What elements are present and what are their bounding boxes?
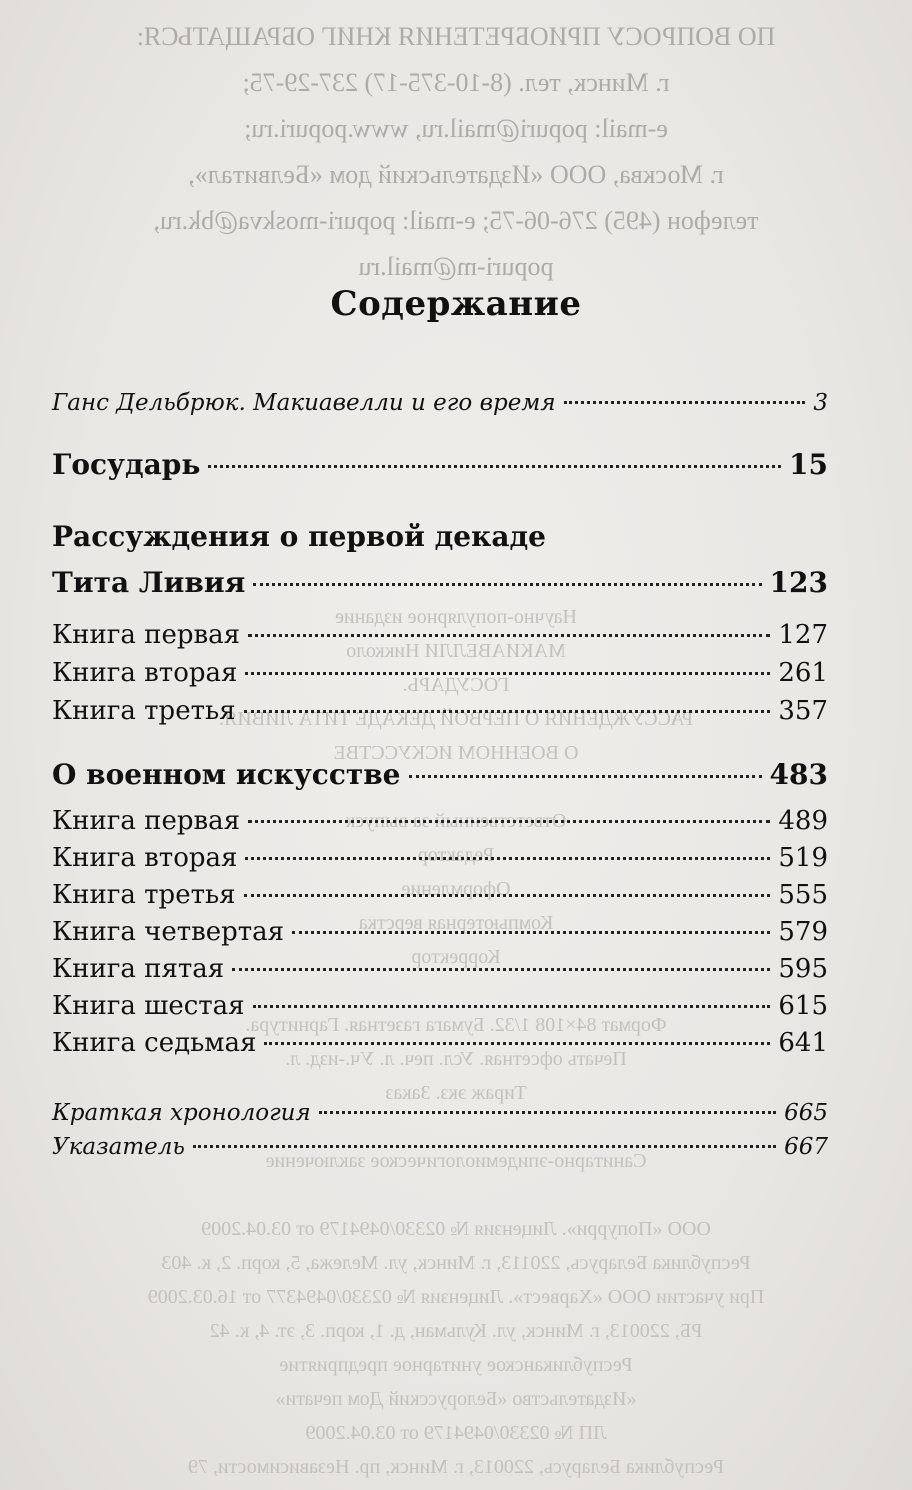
toc-entry-label: Книга третья bbox=[52, 880, 236, 910]
toc-entry bbox=[52, 758, 828, 791]
dot-leader bbox=[193, 1145, 776, 1148]
dot-leader bbox=[248, 634, 770, 637]
bleed-line: РАССУЖДЕНИЯ О ПЕРВОЙ ДЕКАДЕ ТИТА ЛИВИЯ. bbox=[219, 708, 694, 730]
bleed-line: Республика Беларусь, 220013, г. Минск, пр. Независимости, 79 bbox=[187, 1456, 725, 1478]
dot-leader bbox=[253, 1005, 771, 1008]
bleed-line: Республика Беларусь, 220113, г. Минск, ул. Мележа, 5, корп. 2, к. 403 bbox=[161, 1252, 751, 1274]
toc-entry-label: Книга седьмая bbox=[52, 1028, 257, 1058]
toc-entry bbox=[52, 1134, 828, 1160]
toc-entry bbox=[52, 448, 828, 481]
toc-entry-page: 357 bbox=[778, 696, 828, 726]
bleed-line: Формат 84×108 1/32. Бумага газетная. Гарнитура. bbox=[245, 1014, 667, 1036]
toc-entry bbox=[52, 880, 828, 910]
toc-entry-page: 595 bbox=[778, 954, 828, 984]
bleed-line: ООО «Попурри». Лицензия № 02330/0494179 от 03.04.2009 bbox=[201, 1218, 711, 1240]
toc-section-heading: Рассуждения о первой декаде bbox=[52, 520, 546, 553]
bleed-line: телефон (495) 276-06-75; e-mail: popuri-moskva@bk.ru, bbox=[153, 206, 759, 235]
toc-entry-label: Книга вторая bbox=[52, 658, 238, 688]
dot-leader bbox=[208, 465, 781, 468]
toc-entry-page: 667 bbox=[784, 1134, 828, 1160]
toc-entry-page: 555 bbox=[778, 880, 828, 910]
toc-entry bbox=[52, 954, 828, 984]
toc-entry-label: Тита Ливия bbox=[52, 566, 246, 599]
toc-entry-page: 127 bbox=[778, 620, 828, 650]
toc-entry-label: Книга четвертая bbox=[52, 917, 285, 947]
bleed-line: Оформление bbox=[401, 878, 511, 900]
bleed-line: г. Москва, ООО «Издательский дом «Белвитал», bbox=[188, 160, 724, 189]
bleed-line: Тираж экз. Заказ bbox=[385, 1082, 527, 1104]
bleed-line: ПО ВОПРОСУ ПРИОБРЕТЕНИЯ КНИГ ОБРАЩАТЬСЯ: bbox=[136, 22, 776, 51]
dot-leader bbox=[264, 1042, 770, 1045]
toc-entry-page: 15 bbox=[789, 448, 828, 481]
dot-leader bbox=[253, 583, 761, 586]
toc-entry-label: О военном искусстве bbox=[52, 758, 401, 791]
toc-entry bbox=[52, 1028, 828, 1058]
dot-leader bbox=[564, 401, 806, 404]
bleed-line: «Издательство «Белорусский Дом печати» bbox=[275, 1388, 637, 1410]
toc-entry bbox=[52, 917, 828, 947]
toc-entry-label: Ганс Дельбрюк. Макиавелли и его время bbox=[52, 390, 556, 416]
toc-entry-page: 261 bbox=[778, 658, 828, 688]
dot-leader bbox=[245, 857, 770, 860]
toc-entry-label: Краткая хронология bbox=[52, 1100, 311, 1126]
toc-entry-label: Указатель bbox=[52, 1134, 185, 1160]
bleed-line: Редактор bbox=[417, 844, 495, 866]
toc-entry bbox=[52, 566, 828, 599]
bleed-line: ГОСУДАРЬ. bbox=[402, 674, 510, 696]
bleed-line: e-mail: popuri@mail.ru, www.popuri.ru; bbox=[244, 114, 668, 143]
toc-entry bbox=[52, 1100, 828, 1126]
toc-entry-page: 615 bbox=[778, 991, 828, 1021]
bleed-line: ЛП № 02330/0494179 от 03.04.2009 bbox=[305, 1422, 607, 1444]
dot-leader bbox=[319, 1111, 776, 1114]
bleed-line: Научно-популярное издание bbox=[335, 606, 577, 628]
bleed-line: РБ, 220013, г. Минск, ул. Кульман, д. 1, корп. 3, эт. 4, к. 42 bbox=[209, 1320, 703, 1342]
toc-entry-page: 641 bbox=[778, 1028, 828, 1058]
bleed-line: Компьютерная верстка bbox=[358, 912, 554, 934]
toc-entry-label: Государь bbox=[52, 448, 201, 481]
toc-entry-page: 123 bbox=[769, 566, 828, 599]
toc-entry bbox=[52, 696, 828, 726]
dot-leader bbox=[245, 672, 770, 675]
toc-entry-label: Книга первая bbox=[52, 620, 241, 650]
toc-entry-page: 665 bbox=[784, 1100, 828, 1126]
bleed-line: При участии ООО «Харвест». Лицензия № 02330/0494377 от 16.03.2009 bbox=[147, 1286, 765, 1308]
toc-entry bbox=[52, 390, 828, 416]
toc-entry-label: Книга третья bbox=[52, 696, 236, 726]
dot-leader bbox=[232, 968, 770, 971]
bleed-line: О ВОЕННОМ ИСКУССТВЕ bbox=[333, 742, 579, 764]
bleed-line: Ответственный за выпуск bbox=[345, 810, 567, 832]
dot-leader bbox=[292, 931, 770, 934]
toc-entry-page: 483 bbox=[769, 758, 828, 791]
toc-entry bbox=[52, 806, 828, 836]
bleed-line: popuri-m@mail.ru bbox=[358, 252, 554, 281]
toc-entry-label: Книга шестая bbox=[52, 991, 245, 1021]
bleed-line: Печать офсетная. Усл. печ. л. Уч.-изд. л. bbox=[285, 1048, 627, 1070]
toc-entry-page: 3 bbox=[813, 390, 828, 416]
toc-entry-label: Книга вторая bbox=[52, 843, 238, 873]
toc-entry-page: 519 bbox=[778, 843, 828, 873]
bleed-line: Республиканское унитарное предприятие bbox=[279, 1354, 633, 1376]
dot-leader bbox=[244, 710, 771, 713]
toc-title: Содержание bbox=[330, 284, 582, 324]
toc-entry-label: Книга первая bbox=[52, 806, 241, 836]
toc-entry-label: Книга пятая bbox=[52, 954, 225, 984]
toc-entry-page: 489 bbox=[778, 806, 828, 836]
toc-entry-page: 579 bbox=[778, 917, 828, 947]
bleed-line: Корректор bbox=[411, 946, 501, 968]
dot-leader bbox=[244, 894, 771, 897]
bleed-through-text-top bbox=[0, 14, 912, 290]
dot-leader bbox=[248, 820, 770, 823]
toc-entry bbox=[52, 620, 828, 650]
bleed-line: МАКИАВЕЛЛИ Никколо bbox=[346, 640, 566, 662]
toc-entry bbox=[52, 658, 828, 688]
bleed-line bbox=[0, 1178, 912, 1212]
bleed-line: г. Минск, тел. (8-10-375-17) 237-29-75; bbox=[242, 68, 670, 97]
bleed-line: Санитарно-эпидемиологическое заключение bbox=[265, 1150, 647, 1172]
toc-entry bbox=[52, 843, 828, 873]
dot-leader bbox=[409, 775, 762, 778]
toc-entry bbox=[52, 991, 828, 1021]
